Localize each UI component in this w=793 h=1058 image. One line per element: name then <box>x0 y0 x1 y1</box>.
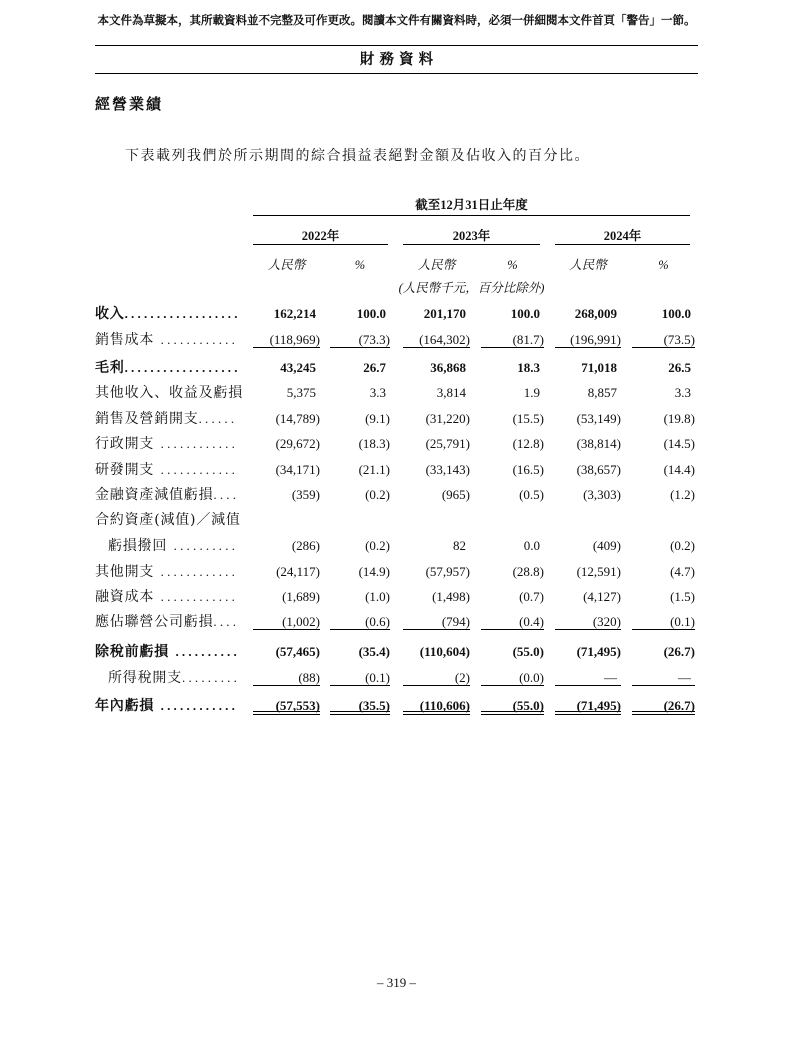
row-label-text: 其他收入、收益及虧損 <box>95 385 243 401</box>
row-loss-for-year <box>0 697 793 715</box>
cell-2022-rmb: 5,375 <box>286 385 316 400</box>
row-rd-expenses <box>0 461 793 479</box>
row-label-text: 毛利 <box>95 360 125 376</box>
row-label-text: 融資成本 <box>95 589 155 605</box>
year-header-2024: 2024年 <box>603 229 642 243</box>
cell-2023-rmb: 82 <box>453 538 466 553</box>
cell-2024-rmb: (196,991) <box>555 331 621 348</box>
cell-2023-rmb: 3,814 <box>436 385 466 400</box>
unit-note: (人民幣千元，百分比除外) <box>398 281 545 295</box>
cell-2023-pct: (16.5) <box>512 462 544 477</box>
row-label-text: 虧損撥回 <box>108 538 168 554</box>
row-label-text: 合約資產(減值)／減值 <box>95 512 241 528</box>
cell-2022-pct: (35.5) <box>330 697 390 715</box>
row-label-text: 收入 <box>95 306 125 322</box>
page-title: 財 務 資 料 <box>359 51 434 68</box>
row-contract-assets-reversal <box>0 537 793 555</box>
cell-2024-pct: (0.1) <box>632 613 695 630</box>
cell-2022-rmb: 162,214 <box>273 306 316 321</box>
row-contract-assets-label <box>0 511 793 529</box>
row-label <box>95 486 245 504</box>
row-selling-marketing-expenses <box>0 410 793 428</box>
cell-2024-pct: (14.5) <box>663 436 695 451</box>
cell-2023-rmb: (31,220) <box>425 411 470 426</box>
row-cost-of-sales <box>0 331 793 349</box>
row-income-tax-expense <box>0 669 793 687</box>
row-label-text: 銷售及營銷開支 <box>95 411 199 427</box>
dot-leader: ......... <box>182 670 241 685</box>
row-label-text: 其他開支 <box>95 564 155 580</box>
section-heading: 經營業績 <box>95 95 164 113</box>
cell-2024-pct: 100.0 <box>661 306 691 321</box>
cell-2023-pct: 18.3 <box>517 360 540 375</box>
cell-2024-pct: (26.7) <box>632 697 695 715</box>
intro-paragraph: 下表載列我們於所示期間的綜合損益表絕對金額及佔收入的百分比。 <box>125 148 590 164</box>
cell-2024-rmb: 268,009 <box>574 306 617 321</box>
header-top-rule <box>95 45 698 46</box>
cell-2024-pct: (1.5) <box>670 589 695 604</box>
period-header: 截至12月31日止年度 <box>415 198 528 212</box>
cell-2023-pct: 100.0 <box>510 306 540 321</box>
cell-2024-rmb: (12,591) <box>576 564 621 579</box>
cell-2024-rmb: (38,814) <box>576 436 621 451</box>
row-label <box>95 613 245 631</box>
row-label-text: 行政開支 <box>95 436 155 452</box>
cell-2024-pct: 26.5 <box>668 360 691 375</box>
dot-leader: ............ <box>154 462 239 477</box>
row-label-text: 銷售成本 <box>95 332 155 348</box>
cell-2023-pct: (0.4) <box>481 613 544 630</box>
cell-2022-rmb: 43,245 <box>280 360 316 375</box>
cell-2022-rmb: (1,002) <box>253 613 320 630</box>
cell-2023-pct: (0.5) <box>519 487 544 502</box>
cell-2022-rmb: (359) <box>291 487 320 502</box>
row-label <box>95 359 245 377</box>
row-label <box>95 331 245 349</box>
cell-2022-rmb: (14,789) <box>275 411 320 426</box>
row-gross-profit <box>0 359 793 377</box>
row-label <box>95 461 245 479</box>
dot-leader: ...... <box>198 411 238 426</box>
subheader-2022-rmb: 人民幣 <box>267 258 306 272</box>
cell-2023-pct: (55.0) <box>512 644 544 659</box>
cell-2022-pct: (14.9) <box>358 564 390 579</box>
row-revenue <box>0 305 793 323</box>
dot-leader: .................. <box>124 360 241 375</box>
cell-2024-rmb: 8,857 <box>587 385 617 400</box>
dot-leader: ............ <box>154 332 239 347</box>
row-label-text: 年內虧損 <box>95 698 155 714</box>
cell-2022-pct: (0.2) <box>365 487 390 502</box>
cell-2022-pct: (0.2) <box>365 538 390 553</box>
dot-leader: .................. <box>124 306 241 321</box>
cell-2024-rmb: (320) <box>555 613 621 630</box>
row-label <box>95 384 245 402</box>
dot-leader: .... <box>213 487 240 502</box>
cell-2023-pct: (12.8) <box>512 436 544 451</box>
row-label <box>108 669 245 687</box>
cell-2022-pct: 26.7 <box>363 360 386 375</box>
dot-leader: ............ <box>154 698 239 713</box>
cell-2024-rmb: (3,303) <box>583 487 621 502</box>
cell-2024-rmb: (38,657) <box>576 462 621 477</box>
row-label <box>95 563 245 581</box>
cell-2024-rmb: (409) <box>592 538 621 553</box>
cell-2023-rmb: (794) <box>403 613 470 630</box>
cell-2024-pct: (0.2) <box>670 538 695 553</box>
cell-2024-pct: (73.5) <box>632 331 695 348</box>
cell-2023-rmb: (965) <box>441 487 470 502</box>
cell-2023-pct: 1.9 <box>523 385 540 400</box>
row-label <box>95 305 245 323</box>
dot-leader: .... <box>213 614 240 629</box>
cell-2023-rmb: (110,606) <box>403 697 470 715</box>
cell-2022-pct: 3.3 <box>369 385 386 400</box>
cell-2024-pct: (26.7) <box>663 644 695 659</box>
cell-2023-rmb: (2) <box>403 669 470 686</box>
row-share-of-associates-loss <box>0 613 793 631</box>
header-bottom-rule <box>95 73 698 74</box>
cell-2022-pct: (73.3) <box>330 331 390 348</box>
cell-2022-rmb: (1,689) <box>282 589 320 604</box>
cell-2024-rmb: 71,018 <box>581 360 617 375</box>
cell-2022-pct: (0.6) <box>330 613 390 630</box>
row-label-text: 所得稅開支 <box>108 670 182 686</box>
cell-2023-pct: (0.0) <box>481 669 544 686</box>
cell-2022-rmb: (57,465) <box>275 644 320 659</box>
cell-2022-pct: (9.1) <box>365 411 390 426</box>
cell-2022-pct: (35.4) <box>358 644 390 659</box>
dot-leader: .......... <box>167 538 239 553</box>
cell-2023-pct: (81.7) <box>481 331 544 348</box>
cell-2022-rmb: (88) <box>253 669 320 686</box>
cell-2023-pct: (15.5) <box>512 411 544 426</box>
subheader-2024-rmb: 人民幣 <box>569 258 607 272</box>
draft-notice: 本文件為草擬本，其所載資料並不完整及可作更改。閱讀本文件有關資料時，必須一併細閱本文件首頁「警告」一節。 <box>97 13 696 27</box>
cell-2023-rmb: (1,498) <box>432 589 470 604</box>
cell-2022-pct: (1.0) <box>365 589 390 604</box>
cell-2024-rmb: (53,149) <box>576 411 621 426</box>
cell-2024-rmb: (4,127) <box>583 589 621 604</box>
dot-leader: ............ <box>154 589 239 604</box>
cell-2022-rmb: (286) <box>291 538 320 553</box>
cell-2024-pct: (1.2) <box>670 487 695 502</box>
cell-2023-rmb: (164,302) <box>403 331 470 348</box>
cell-2024-pct: (4.7) <box>670 564 695 579</box>
dot-leader: .......... <box>169 644 240 659</box>
period-header-rule <box>253 215 690 216</box>
page-number: – 319 – <box>377 975 416 990</box>
row-label <box>108 537 245 555</box>
year-rule-2022 <box>253 244 388 245</box>
cell-2022-rmb: (57,553) <box>253 697 320 715</box>
cell-2023-pct: (55.0) <box>481 697 544 715</box>
row-label <box>95 435 245 453</box>
cell-2023-pct: 0.0 <box>523 538 540 553</box>
cell-2024-pct: 3.3 <box>674 385 691 400</box>
row-label <box>95 697 245 715</box>
year-header-2023: 2023年 <box>452 229 491 243</box>
row-label <box>95 588 245 606</box>
year-rule-2024 <box>555 244 690 245</box>
dot-leader: ............ <box>154 564 239 579</box>
cell-2024-rmb: (71,495) <box>576 644 621 659</box>
row-label-text: 除稅前虧損 <box>95 644 169 660</box>
cell-2024-pct: (19.8) <box>663 411 695 426</box>
dot-leader: ............ <box>154 436 239 451</box>
row-label <box>95 511 245 529</box>
row-loss-before-tax <box>0 643 793 661</box>
cell-2023-rmb: (25,791) <box>425 436 470 451</box>
row-label-text: 研發開支 <box>95 462 155 478</box>
cell-2024-rmb: (71,495) <box>555 697 621 715</box>
row-label-text: 金融資產減值虧損 <box>95 487 214 503</box>
subheader-2023-rmb: 人民幣 <box>417 258 456 272</box>
cell-2022-rmb: (118,969) <box>253 331 320 348</box>
cell-2022-pct: (21.1) <box>358 462 390 477</box>
cell-2023-rmb: (110,604) <box>419 644 470 659</box>
subheader-2024-pct: % <box>658 258 669 272</box>
row-label <box>95 643 245 661</box>
cell-2022-pct: (0.1) <box>330 669 390 686</box>
row-other-income <box>0 384 793 402</box>
cell-2023-pct: (28.8) <box>512 564 544 579</box>
cell-2022-rmb: (29,672) <box>275 436 320 451</box>
subheader-2022-pct: % <box>354 258 366 272</box>
year-header-2022: 2022年 <box>301 229 340 243</box>
cell-2022-rmb: (34,171) <box>275 462 320 477</box>
row-impairment-financial-assets <box>0 486 793 504</box>
row-label <box>95 410 245 428</box>
cell-2023-pct: (0.7) <box>519 589 544 604</box>
cell-2023-rmb: 201,170 <box>423 306 466 321</box>
row-label-text: 應佔聯營公司虧損 <box>95 614 214 630</box>
cell-2023-rmb: 36,868 <box>430 360 466 375</box>
cell-2022-rmb: (24,117) <box>276 564 320 579</box>
subheader-2023-pct: % <box>507 258 518 272</box>
row-other-expenses <box>0 563 793 581</box>
row-administrative-expenses <box>0 435 793 453</box>
row-finance-costs <box>0 588 793 606</box>
cell-2022-pct: (18.3) <box>358 436 390 451</box>
cell-2024-pct: (14.4) <box>663 462 695 477</box>
cell-2022-pct: 100.0 <box>356 306 386 321</box>
cell-2023-rmb: (33,143) <box>425 462 470 477</box>
cell-2024-pct: — <box>632 669 695 686</box>
cell-2023-rmb: (57,957) <box>425 564 470 579</box>
cell-2024-rmb: — <box>555 669 621 686</box>
year-rule-2023 <box>403 244 540 245</box>
